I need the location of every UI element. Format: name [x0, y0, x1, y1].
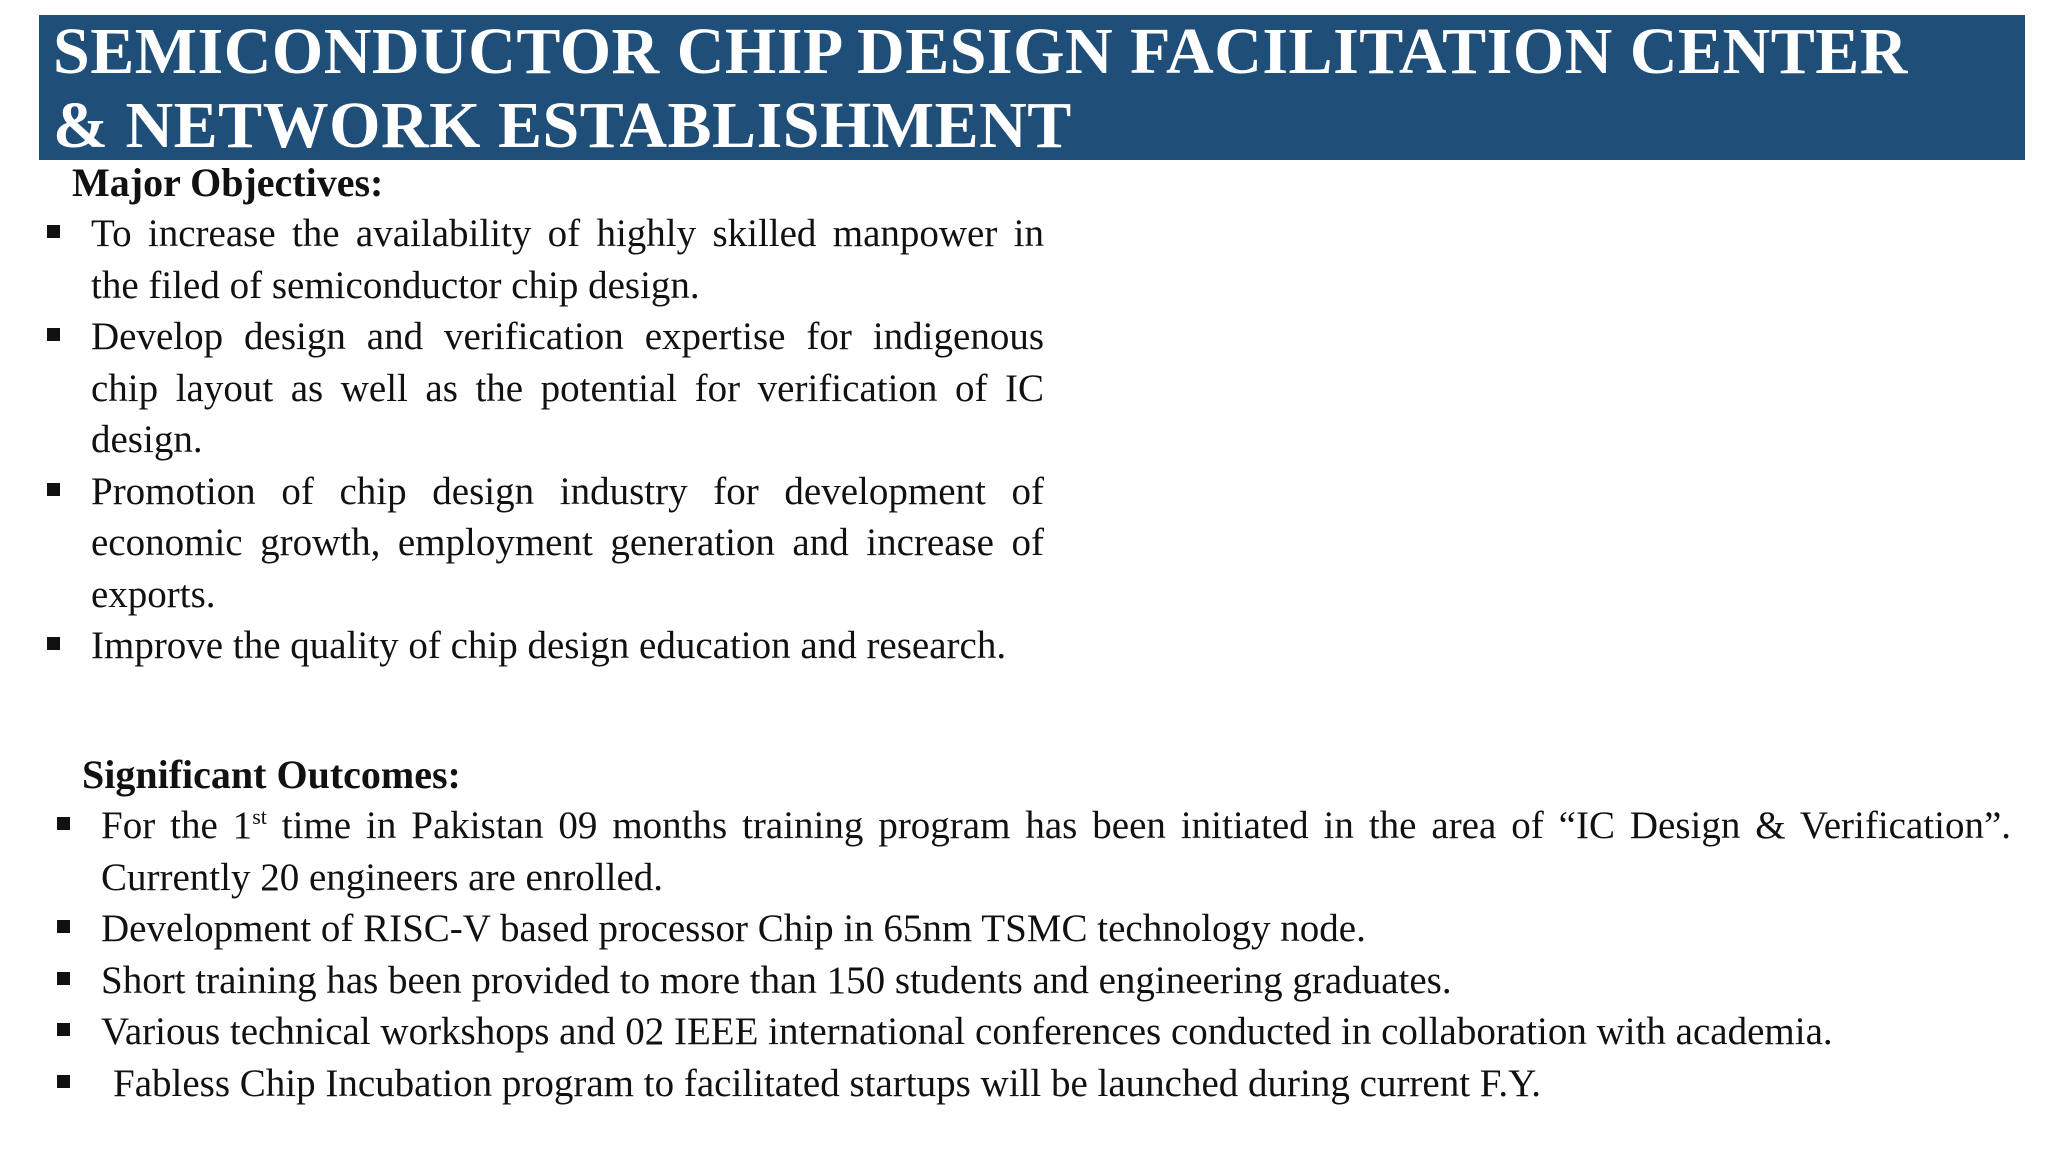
objectives-list	[91, 208, 1044, 672]
objective-item	[91, 208, 1044, 311]
square-bullet-icon	[57, 817, 70, 830]
outcomes-list	[101, 800, 2011, 1109]
outcomes-heading: Significant Outcomes:	[82, 752, 461, 797]
outcome-item	[101, 1058, 2011, 1110]
square-bullet-icon	[47, 637, 60, 650]
outcome-text-prefix: For the 1	[101, 804, 253, 847]
square-bullet-icon	[47, 328, 60, 341]
outcome-text: Short training has been provided to more than 150 students and engineering graduates.	[101, 958, 1452, 1002]
objective-item	[91, 466, 1044, 621]
objective-text: To increase the availability of highly skilled manpower in the filed of semiconductor chip design.	[91, 212, 1044, 307]
outcome-item	[101, 1006, 2011, 1058]
square-bullet-icon	[57, 972, 70, 985]
outcome-text-suffix: time in Pakistan 09 months training program has been initiated in the area of “IC Design & Verification”. Currently 20 engineers are enrolled.	[101, 804, 2012, 899]
objectives-heading: Major Objectives:	[72, 160, 384, 205]
outcome-item	[101, 800, 2011, 903]
square-bullet-icon	[57, 1075, 70, 1088]
objective-text: Promotion of chip design industry for development of economic growth, employment generation and increase of exports.	[91, 469, 1044, 616]
square-bullet-icon	[47, 225, 60, 238]
outcome-text: Development of RISC-V based processor Chip in 65nm TSMC technology node.	[101, 907, 1366, 950]
outcome-text: Various technical workshops and 02 IEEE international conferences conducted in collaboration with academia.	[101, 1010, 1833, 1053]
objective-text: Develop design and verification expertise for indigenous chip layout as well as the potential for verification of IC design.	[91, 315, 1044, 461]
title-banner	[39, 15, 2025, 160]
objective-item	[91, 620, 1044, 672]
square-bullet-icon	[47, 483, 60, 496]
objective-text: Improve the quality of chip design education and research.	[91, 624, 1007, 667]
outcome-text: Fabless Chip Incubation program to facilitated startups will be launched during current F.Y.	[113, 1061, 1542, 1105]
outcome-item	[101, 903, 2011, 955]
square-bullet-icon	[57, 920, 70, 933]
outcome-item	[101, 955, 2011, 1007]
title-line-1: SEMICONDUCTOR CHIP DESIGN FACILITATION CENTER	[53, 15, 1908, 88]
objective-item	[91, 311, 1044, 466]
square-bullet-icon	[57, 1023, 70, 1036]
ordinal-superscript: st	[252, 804, 267, 829]
title-line-2: & NETWORK ESTABLISHMENT	[53, 89, 1072, 162]
